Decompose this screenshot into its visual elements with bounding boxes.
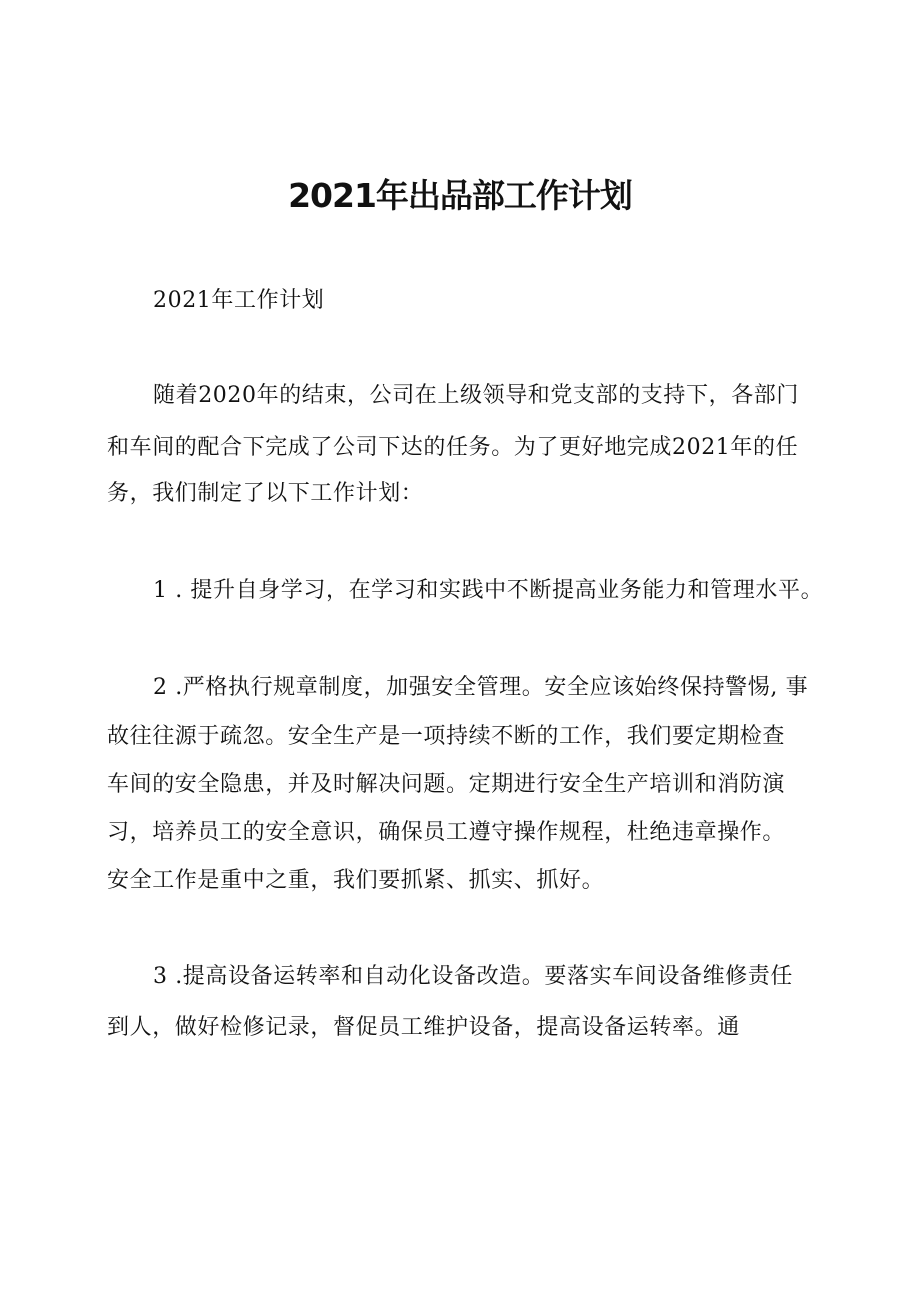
plan-item-3-line-1: 3 .提高设备运转率和自动化设备改造。要落实车间设备维修责任 <box>153 964 793 989</box>
plan-item-2-line-3: 车间的安全隐患，并及时解决问题。定期进行安全生产培训和消防演 <box>107 772 786 797</box>
document-title: 2021年出品部工作计划 <box>288 176 632 215</box>
plan-item-2-line-4: 习，培养员工的安全意识，确保员工遵守操作规程，杜绝违章操作。 <box>107 820 786 845</box>
section-heading: 2021年工作计划 <box>153 288 325 313</box>
plan-item-3-line-2: 到人，做好检修记录，督促员工维护设备，提高设备运转率。通 <box>107 1015 740 1040</box>
paragraph-1-line-2: 和车间的配合下完成了公司下达的任务。为了更好地完成2021年的任 <box>107 435 799 460</box>
paragraph-1-line-3: 务，我们制定了以下工作计划： <box>107 481 424 506</box>
paragraph-1-line-1: 随着2020年的结束，公司在上级领导和党支部的支持下，各部门 <box>153 383 799 408</box>
plan-item-2-line-2: 故往往源于疏忽。安全生产是一项持续不断的工作，我们要定期检查 <box>107 724 786 749</box>
plan-item-2-line-1: 2 .严格执行规章制度，加强安全管理。安全应该始终保持警惕, 事 <box>153 675 809 700</box>
plan-item-1: 1 . 提升自身学习，在学习和实践中不断提高业务能力和管理水平。 <box>153 578 824 603</box>
plan-item-2-line-5: 安全工作是重中之重，我们要抓紧、抓实、抓好。 <box>107 868 605 893</box>
